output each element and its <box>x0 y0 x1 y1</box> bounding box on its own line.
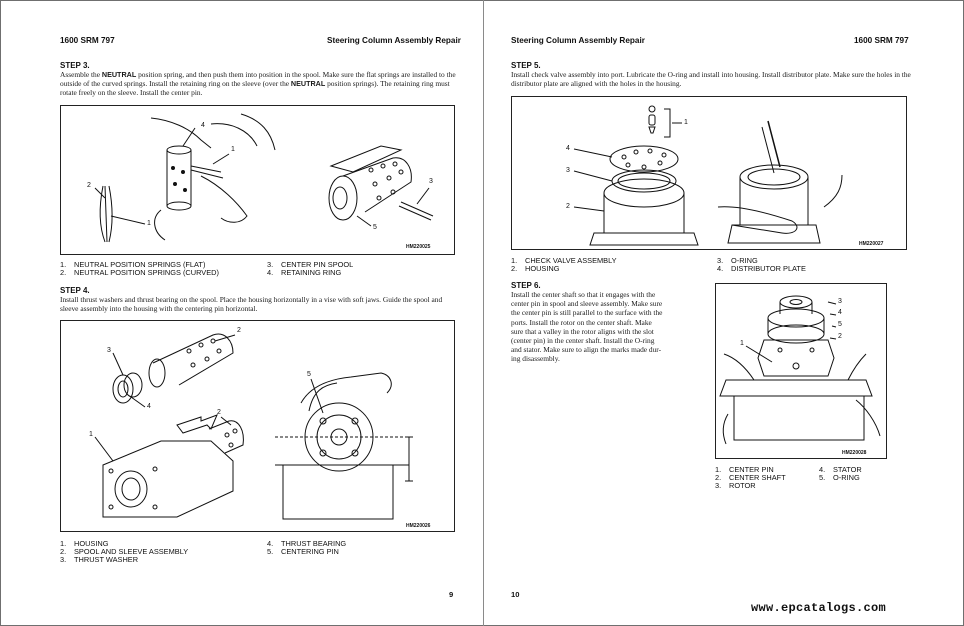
step-3-text: Assemble the NEUTRAL position spring, and then push them into position in the spool. Make sure the flat springs are installed to the outside of the curved springs. Install the retaining ring on the sleeve (over the NEUTRAL position springs). The retaining ring must rotate freely on the sleeve. Install the center pin. <box>60 70 456 98</box>
callout-2: 2 <box>838 333 842 340</box>
page-number: 9 <box>449 590 454 599</box>
callout-4: 4 <box>566 145 570 152</box>
figure-id: HM220028 <box>842 450 867 456</box>
right-page <box>484 0 964 626</box>
step-4-text: Install thrust washers and thrust bearing on the spool. Place the housing horizontally in a vise with soft jaws. Guide the spool and sleeve assembly into the housing with the centering pin horizontal. <box>60 295 443 314</box>
callout-3: 3 <box>429 178 433 185</box>
figure-id: HM220026 <box>406 523 431 529</box>
legend-item: 2. CENTER SHAFT <box>715 473 786 482</box>
legend-item: 4. THRUST BEARING <box>267 539 347 548</box>
callout-3: 3 <box>107 347 111 354</box>
step-4-legend <box>60 540 456 566</box>
callout-3: 3 <box>566 167 570 174</box>
callout-5: 5 <box>307 371 311 378</box>
callout-1-top: 1 <box>231 146 235 153</box>
header-section-title: Steering Column Assembly Repair <box>327 36 461 45</box>
step-6-text: Install the center shaft so that it engages with the center pin in spool and sleeve assembly. Make sure the center pin is still parallel to the surface with the ports. Install the rotor on the center shaft. Make sure that a valley in the rotor aligns with the slot (center pin) in the center shaft. Install the O-ring and stator. Make sure to align the marks made dur- ing disassembly. <box>511 290 663 364</box>
callout-2: 2 <box>87 182 91 189</box>
step-6-title: STEP 6. <box>511 281 541 290</box>
header-section-title: Steering Column Assembly Repair <box>511 36 645 45</box>
figure-step-4 <box>60 320 455 532</box>
legend-item: 1. CENTER PIN <box>715 465 774 474</box>
legend-item: 5. CENTERING PIN <box>267 547 339 556</box>
step-6-legend <box>715 466 915 492</box>
figure-step-4-drawing <box>61 321 456 533</box>
legend-item: 4. DISTRIBUTOR PLATE <box>717 264 806 273</box>
callout-5: 5 <box>373 224 377 231</box>
step-3-title: STEP 3. <box>60 61 90 70</box>
figure-step-6-drawing <box>716 284 888 460</box>
legend-item: 3. O-RING <box>717 256 758 265</box>
callout-4: 4 <box>201 122 205 129</box>
callout-2: 2 <box>566 203 570 210</box>
callout-1-bottom: 1 <box>147 220 151 227</box>
legend-item: 2. HOUSING <box>511 264 560 273</box>
legend-item: 2. NEUTRAL POSITION SPRINGS (CURVED) <box>60 268 219 277</box>
header-manual-number: 1600 SRM 797 <box>60 36 115 45</box>
legend-item: 3. CENTER PIN SPOOL <box>267 260 354 269</box>
step-5-text: Install check valve assembly into port. Lubricate the O-ring and install into housing. Install distributor plate. Make sure the holes in the distributor plate are aligned with the holes in the housing. <box>511 70 911 89</box>
legend-item: 1. CHECK VALVE ASSEMBLY <box>511 256 617 265</box>
figure-step-5-drawing <box>512 97 908 251</box>
figure-step-5 <box>511 96 907 250</box>
step-5-title: STEP 5. <box>511 61 541 70</box>
legend-item: 4. STATOR <box>819 465 862 474</box>
callout-2-middle: 2 <box>217 409 221 416</box>
step-3-legend <box>60 261 456 281</box>
page-number: 10 <box>511 590 520 599</box>
legend-item: 3. THRUST WASHER <box>60 555 139 564</box>
legend-item: 2. SPOOL AND SLEEVE ASSEMBLY <box>60 547 189 556</box>
header-manual-number: 1600 SRM 797 <box>854 36 909 45</box>
callout-5: 5 <box>838 321 842 328</box>
watermark-link[interactable]: www.epcatalogs.com <box>751 601 887 615</box>
callout-1: 1 <box>684 119 688 126</box>
step-5-legend <box>511 257 911 277</box>
legend-item: 1. NEUTRAL POSITION SPRINGS (FLAT) <box>60 260 206 269</box>
figure-step-6 <box>715 283 887 459</box>
legend-item: 1. HOUSING <box>60 539 109 548</box>
step-4-title: STEP 4. <box>60 286 90 295</box>
legend-item: 4. RETAINING RING <box>267 268 342 277</box>
callout-2-top: 2 <box>237 327 241 334</box>
legend-item: 3. ROTOR <box>715 481 756 490</box>
callout-4: 4 <box>838 309 842 316</box>
callout-1: 1 <box>89 431 93 438</box>
figure-id: HM220027 <box>859 241 884 247</box>
figure-step-3 <box>60 105 455 255</box>
figure-step-3-drawing <box>61 106 456 256</box>
legend-item: 5. O-RING <box>819 473 860 482</box>
callout-1: 1 <box>740 340 744 347</box>
figure-id: HM220025 <box>406 244 431 250</box>
callout-4: 4 <box>147 403 151 410</box>
callout-3: 3 <box>838 298 842 305</box>
